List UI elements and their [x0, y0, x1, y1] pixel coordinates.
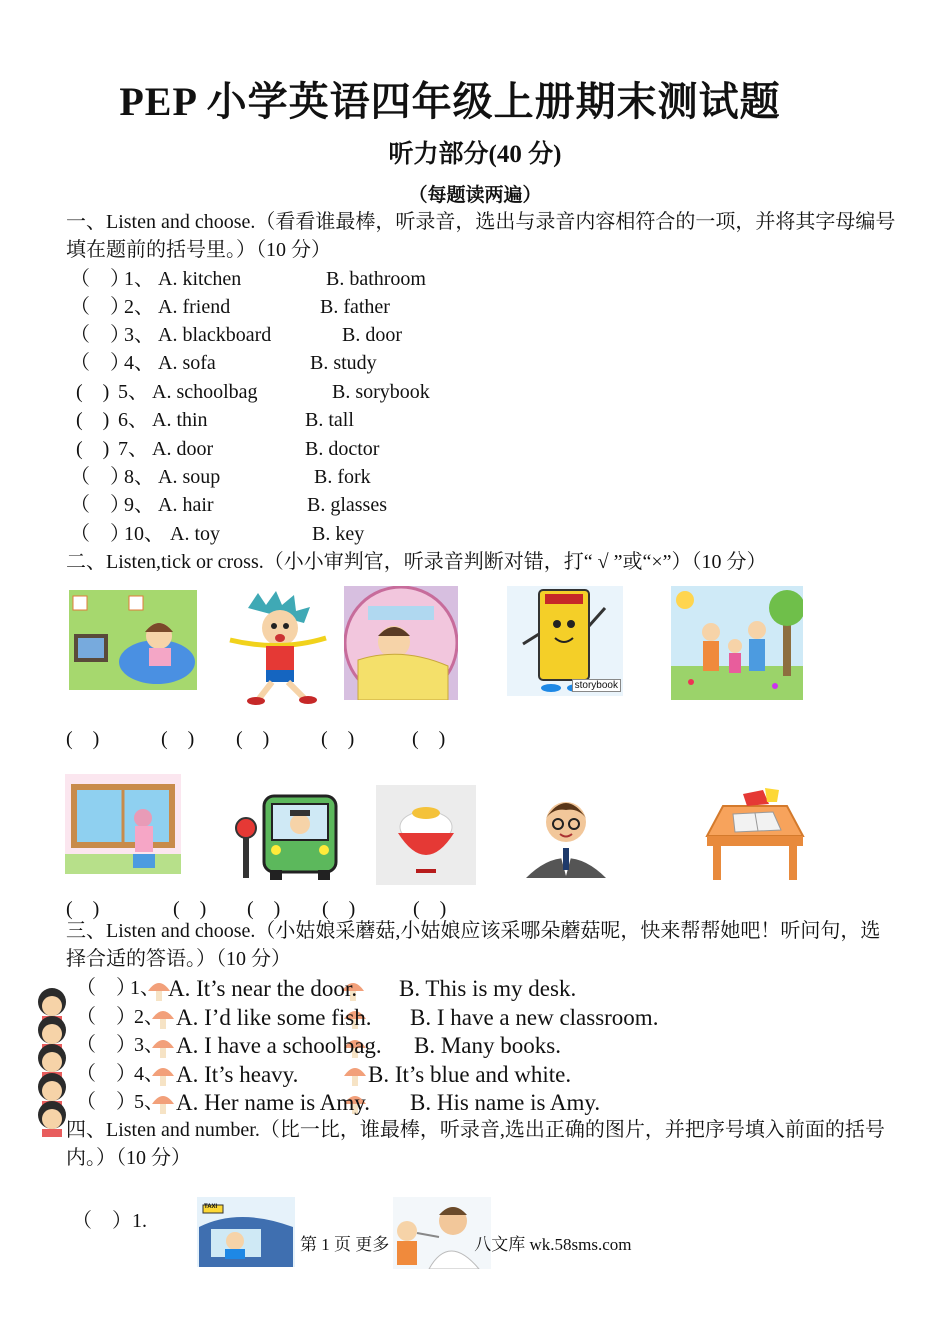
section2-instruction: 二、Listen,tick or cross.（小小审判官，听录音判断对错，打“ √ ”或“×”）（10 分） — [66, 551, 767, 573]
option-a: A. toy — [170, 523, 220, 545]
answer-bracket[interactable]: （ ） — [70, 494, 130, 516]
answer-bracket[interactable]: （ ） — [76, 1091, 136, 1113]
option-a: A. thin — [152, 409, 208, 431]
option-b: B. key — [312, 523, 365, 545]
running-boy-picture — [228, 588, 328, 706]
answer-bracket[interactable]: （ ） — [70, 268, 130, 290]
storybook-picture — [507, 586, 623, 696]
page-footer: 第 1 页 更多 八文库 wk.58sms.com — [300, 1235, 632, 1254]
option-b: B. His name is Amy. — [410, 1090, 601, 1115]
answer-bracket[interactable]: ( ) — [236, 728, 270, 750]
section3-instruction: 三、Listen and choose.（小姑娘采蘑菇,小姑娘应该采哪朵蘑菇呢，快来帮帮她吧！听问句，选择合适的答语。）（10 分） — [66, 920, 881, 970]
item-number: 6、 — [118, 409, 148, 431]
item-number: 7、 — [118, 438, 148, 460]
option-a: A. schoolbag — [152, 381, 258, 403]
option-a: A. door — [152, 438, 214, 460]
option-b: B. father — [320, 296, 390, 318]
answer-bracket[interactable]: （ ） — [70, 352, 130, 374]
option-b: B. tall — [305, 409, 354, 431]
answer-bracket[interactable]: （ ） — [76, 977, 136, 999]
read-twice-note: （每题读两遍） — [408, 185, 542, 206]
page-subtitle: 听力部分(40 分) — [388, 141, 562, 168]
desk-book-picture — [703, 786, 807, 884]
storybook-label: storybook — [572, 679, 621, 692]
girl-window-picture — [65, 774, 181, 874]
answer-bracket[interactable]: ( ) — [322, 898, 356, 920]
section4-item-1[interactable]: （ ）1. — [72, 1210, 147, 1232]
option-a: A. blackboard — [158, 324, 272, 346]
answer-bracket[interactable]: （ ） — [70, 466, 130, 488]
section4-instruction: 四、Listen and number.（比一比，谁最棒，听录音,选出正确的图片，并把序号填入前面的括号内。）（10 分） — [66, 1119, 885, 1169]
answer-bracket[interactable]: （ ） — [76, 1006, 136, 1028]
item-number: 5、 — [134, 1091, 164, 1113]
option-a: A. kitchen — [158, 268, 242, 290]
item-number: 4、 — [124, 352, 154, 374]
item-number: 2、 — [124, 296, 154, 318]
answer-bracket[interactable]: ( ) — [76, 409, 110, 431]
sleeping-boy-picture — [344, 586, 458, 700]
item-number: 5、 — [118, 381, 148, 403]
taxi-label: TAXI — [204, 1204, 218, 1210]
rice-bowl-picture — [376, 785, 476, 885]
answer-bracket[interactable]: ( ) — [173, 898, 207, 920]
section1-instruction: 一、Listen and choose.（看看谁最棒，听录音，选出与录音内容相符合的一项，并将其字母编号填在题前的括号里。）（10 分） — [66, 211, 896, 261]
option-b: B. fork — [314, 466, 371, 488]
option-a: A. friend — [158, 296, 231, 318]
answer-bracket[interactable]: （ ） — [70, 324, 130, 346]
option-a: A. hair — [158, 494, 214, 516]
answer-bracket[interactable]: ( ) — [321, 728, 355, 750]
option-a: A. I have a schoolbag. — [176, 1033, 382, 1058]
item-number: 3、 — [134, 1034, 164, 1056]
option-b: B. sorybook — [332, 381, 430, 403]
tv-room-picture — [69, 590, 197, 690]
option-b: B. bathroom — [326, 268, 426, 290]
option-b: B. glasses — [307, 494, 387, 516]
bus-driver-picture — [234, 790, 340, 882]
option-a: A. sofa — [158, 352, 216, 374]
item-number: 4、 — [134, 1063, 164, 1085]
answer-bracket[interactable]: ( ) — [413, 898, 447, 920]
answer-bracket[interactable]: （ ） — [70, 296, 130, 318]
option-a: A. soup — [158, 466, 221, 488]
teacher-man-picture — [518, 788, 614, 878]
answer-bracket[interactable]: ( ) — [412, 728, 446, 750]
item-number: 2、 — [134, 1006, 164, 1028]
answer-bracket[interactable]: ( ) — [66, 898, 100, 920]
item-number: 10、 — [124, 523, 164, 545]
answer-bracket[interactable]: ( ) — [76, 381, 110, 403]
answer-bracket[interactable]: （ ） — [76, 1063, 136, 1085]
option-b: B. It’s blue and white. — [368, 1062, 572, 1087]
item-number: 1、 — [124, 268, 154, 290]
option-b: B. doctor — [305, 438, 380, 460]
option-b: B. door — [342, 324, 402, 346]
option-a: A. I’d like some fish. — [176, 1005, 372, 1030]
item-number: 1、 — [130, 977, 160, 999]
mushroom-icon — [342, 1062, 368, 1088]
option-a: A. It’s near the door. — [168, 976, 358, 1001]
page-title: PEP 小学英语四年级上册期末测试题 — [119, 79, 781, 124]
answer-bracket[interactable]: ( ) — [76, 438, 110, 460]
item-number: 3、 — [124, 324, 154, 346]
answer-bracket[interactable]: （ ） — [70, 523, 130, 545]
taxi-picture — [197, 1197, 295, 1267]
item-number: 9、 — [124, 494, 154, 516]
answer-bracket[interactable]: ( ) — [247, 898, 281, 920]
answer-bracket[interactable]: ( ) — [66, 728, 100, 750]
answer-bracket[interactable]: ( ) — [161, 728, 195, 750]
option-a: A. It’s heavy. — [176, 1062, 299, 1087]
option-b: B. I have a new classroom. — [410, 1005, 659, 1030]
option-b: B. Many books. — [414, 1033, 561, 1058]
option-b: B. study — [310, 352, 377, 374]
item-number: 8、 — [124, 466, 154, 488]
answer-bracket[interactable]: （ ） — [76, 1034, 136, 1056]
option-b: B. This is my desk. — [399, 976, 577, 1001]
option-a: A. Her name is Amy. — [176, 1090, 370, 1115]
family-park-picture — [671, 586, 803, 700]
